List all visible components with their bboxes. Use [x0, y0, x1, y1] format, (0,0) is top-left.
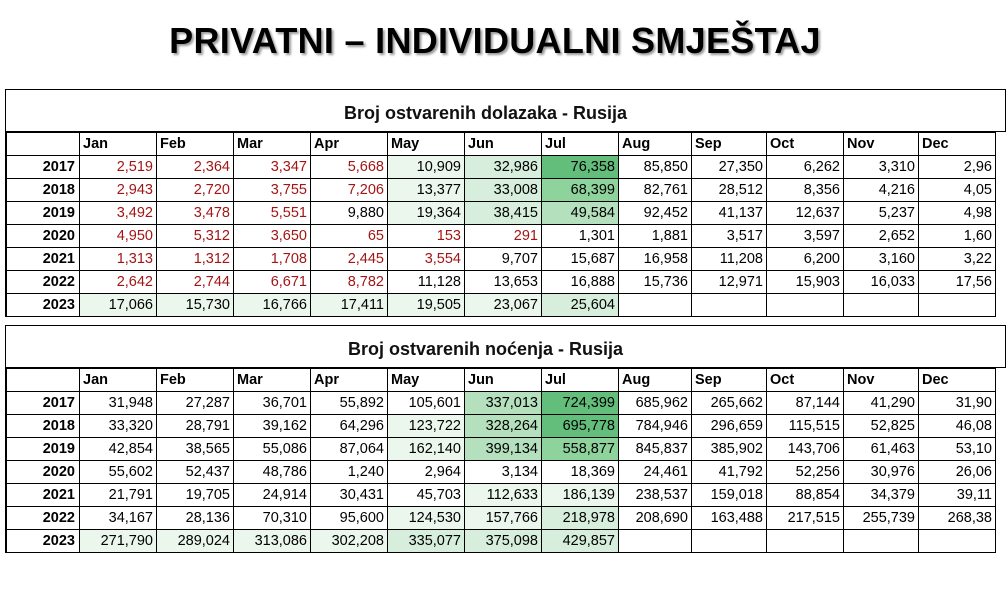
month-header: Feb — [157, 369, 234, 392]
value-cell: 85,850 — [619, 156, 692, 179]
value-cell: 68,399 — [542, 179, 619, 202]
value-cell: 695,778 — [542, 415, 619, 438]
value-cell: 46,08 — [919, 415, 996, 438]
value-cell: 159,018 — [692, 484, 767, 507]
value-cell: 337,013 — [465, 392, 542, 415]
year-label: 2020 — [7, 225, 80, 248]
value-cell: 3,478 — [157, 202, 234, 225]
month-header: Oct — [767, 369, 844, 392]
value-cell: 52,825 — [844, 415, 919, 438]
value-cell: 11,128 — [388, 271, 465, 294]
value-cell: 36,701 — [234, 392, 311, 415]
value-cell: 313,086 — [234, 530, 311, 553]
table-row — [7, 415, 996, 438]
value-cell: 1,60 — [919, 225, 996, 248]
page-title: PRIVATNI – INDIVIDUALNI SMJEŠTAJ — [169, 20, 821, 61]
table-row — [7, 248, 996, 271]
year-label: 2021 — [7, 484, 80, 507]
value-cell: 33,008 — [465, 179, 542, 202]
nights-table — [6, 368, 996, 553]
value-cell: 34,167 — [80, 507, 157, 530]
value-cell: 64,296 — [311, 415, 388, 438]
value-cell: 4,98 — [919, 202, 996, 225]
value-cell: 2,964 — [388, 461, 465, 484]
month-header: Oct — [767, 133, 844, 156]
value-cell: 42,854 — [80, 438, 157, 461]
value-cell: 52,256 — [767, 461, 844, 484]
value-cell: 12,971 — [692, 271, 767, 294]
value-cell: 3,22 — [919, 248, 996, 271]
value-cell: 32,986 — [465, 156, 542, 179]
value-cell: 39,11 — [919, 484, 996, 507]
value-cell: 289,024 — [157, 530, 234, 553]
year-label: 2020 — [7, 461, 80, 484]
value-cell: 88,854 — [767, 484, 844, 507]
table-row — [7, 484, 996, 507]
value-cell: 291 — [465, 225, 542, 248]
value-cell: 19,364 — [388, 202, 465, 225]
value-cell: 31,90 — [919, 392, 996, 415]
value-cell: 7,206 — [311, 179, 388, 202]
value-cell: 3,310 — [844, 156, 919, 179]
value-cell: 238,537 — [619, 484, 692, 507]
table-row — [7, 156, 996, 179]
value-cell: 28,136 — [157, 507, 234, 530]
value-cell: 375,098 — [465, 530, 542, 553]
value-cell: 31,948 — [80, 392, 157, 415]
value-cell: 13,653 — [465, 271, 542, 294]
value-cell: 30,431 — [311, 484, 388, 507]
nights-table-title: Broj ostvarenih noćenja - Rusija — [6, 326, 1006, 368]
value-cell: 41,137 — [692, 202, 767, 225]
header-row — [7, 369, 996, 392]
value-cell: 2,364 — [157, 156, 234, 179]
month-header: Nov — [844, 369, 919, 392]
value-cell: 9,707 — [465, 248, 542, 271]
value-cell: 27,287 — [157, 392, 234, 415]
table-row — [7, 461, 996, 484]
value-cell: 17,411 — [311, 294, 388, 317]
value-cell: 82,761 — [619, 179, 692, 202]
value-cell: 38,565 — [157, 438, 234, 461]
value-cell: 41,792 — [692, 461, 767, 484]
value-cell: 28,791 — [157, 415, 234, 438]
arrivals-table — [6, 132, 996, 317]
value-cell: 115,515 — [767, 415, 844, 438]
value-cell: 162,140 — [388, 438, 465, 461]
value-cell: 15,903 — [767, 271, 844, 294]
value-cell: 3,650 — [234, 225, 311, 248]
value-cell: 8,356 — [767, 179, 844, 202]
table-row — [7, 294, 996, 317]
value-cell: 24,914 — [234, 484, 311, 507]
value-cell: 9,880 — [311, 202, 388, 225]
value-cell: 21,791 — [80, 484, 157, 507]
value-cell: 2,445 — [311, 248, 388, 271]
value-cell: 5,312 — [157, 225, 234, 248]
value-cell: 558,877 — [542, 438, 619, 461]
table-row — [7, 179, 996, 202]
value-cell: 6,671 — [234, 271, 311, 294]
value-cell: 61,463 — [844, 438, 919, 461]
value-cell: 208,690 — [619, 507, 692, 530]
value-cell: 95,600 — [311, 507, 388, 530]
value-cell: 296,659 — [692, 415, 767, 438]
value-cell: 3,134 — [465, 461, 542, 484]
value-cell: 217,515 — [767, 507, 844, 530]
value-cell: 4,05 — [919, 179, 996, 202]
value-cell: 45,703 — [388, 484, 465, 507]
year-label: 2019 — [7, 202, 80, 225]
value-cell: 1,240 — [311, 461, 388, 484]
value-cell — [844, 294, 919, 317]
value-cell: 255,739 — [844, 507, 919, 530]
value-cell: 15,687 — [542, 248, 619, 271]
value-cell: 268,38 — [919, 507, 996, 530]
value-cell: 52,437 — [157, 461, 234, 484]
value-cell: 3,160 — [844, 248, 919, 271]
value-cell: 55,892 — [311, 392, 388, 415]
month-header: Mar — [234, 133, 311, 156]
value-cell: 27,350 — [692, 156, 767, 179]
value-cell: 6,200 — [767, 248, 844, 271]
table-row — [7, 438, 996, 461]
value-cell: 30,976 — [844, 461, 919, 484]
value-cell: 335,077 — [388, 530, 465, 553]
value-cell: 3,554 — [388, 248, 465, 271]
value-cell: 186,139 — [542, 484, 619, 507]
value-cell: 87,144 — [767, 392, 844, 415]
value-cell: 16,766 — [234, 294, 311, 317]
month-header: May — [388, 369, 465, 392]
value-cell: 70,310 — [234, 507, 311, 530]
value-cell — [619, 530, 692, 553]
value-cell: 5,237 — [844, 202, 919, 225]
value-cell: 123,722 — [388, 415, 465, 438]
month-header: Apr — [311, 369, 388, 392]
value-cell: 8,782 — [311, 271, 388, 294]
value-cell: 23,067 — [465, 294, 542, 317]
value-cell — [767, 294, 844, 317]
value-cell: 2,519 — [80, 156, 157, 179]
value-cell: 218,978 — [542, 507, 619, 530]
value-cell: 157,766 — [465, 507, 542, 530]
table-row — [7, 225, 996, 248]
value-cell: 18,369 — [542, 461, 619, 484]
value-cell: 3,597 — [767, 225, 844, 248]
value-cell: 17,066 — [80, 294, 157, 317]
table-row — [7, 202, 996, 225]
value-cell: 38,415 — [465, 202, 542, 225]
value-cell: 10,909 — [388, 156, 465, 179]
month-header: Nov — [844, 133, 919, 156]
value-cell: 271,790 — [80, 530, 157, 553]
nights-table-block — [5, 325, 1006, 553]
value-cell: 1,301 — [542, 225, 619, 248]
value-cell: 105,601 — [388, 392, 465, 415]
value-cell: 1,312 — [157, 248, 234, 271]
value-cell: 55,602 — [80, 461, 157, 484]
value-cell: 17,56 — [919, 271, 996, 294]
month-header: Jun — [465, 369, 542, 392]
table-row — [7, 392, 996, 415]
value-cell — [692, 530, 767, 553]
value-cell: 33,320 — [80, 415, 157, 438]
month-header: Sep — [692, 133, 767, 156]
corner-cell — [7, 369, 80, 392]
month-header: Dec — [919, 369, 996, 392]
month-header: Dec — [919, 133, 996, 156]
value-cell: 2,642 — [80, 271, 157, 294]
value-cell: 41,290 — [844, 392, 919, 415]
value-cell: 685,962 — [619, 392, 692, 415]
value-cell: 6,262 — [767, 156, 844, 179]
value-cell: 429,857 — [542, 530, 619, 553]
value-cell: 48,786 — [234, 461, 311, 484]
year-label: 2021 — [7, 248, 80, 271]
value-cell: 302,208 — [311, 530, 388, 553]
value-cell: 153 — [388, 225, 465, 248]
month-header: Jul — [542, 369, 619, 392]
value-cell: 3,492 — [80, 202, 157, 225]
value-cell: 385,902 — [692, 438, 767, 461]
value-cell: 39,162 — [234, 415, 311, 438]
year-label: 2018 — [7, 415, 80, 438]
arrivals-table-title: Broj ostvarenih dolazaka - Rusija — [6, 90, 1006, 132]
value-cell: 143,706 — [767, 438, 844, 461]
month-header: Aug — [619, 369, 692, 392]
value-cell: 53,10 — [919, 438, 996, 461]
value-cell: 1,708 — [234, 248, 311, 271]
year-label: 2023 — [7, 530, 80, 553]
year-label: 2019 — [7, 438, 80, 461]
value-cell: 724,399 — [542, 392, 619, 415]
value-cell: 4,950 — [80, 225, 157, 248]
value-cell: 26,06 — [919, 461, 996, 484]
value-cell: 2,96 — [919, 156, 996, 179]
value-cell: 2,744 — [157, 271, 234, 294]
month-header: Apr — [311, 133, 388, 156]
value-cell — [844, 530, 919, 553]
year-label: 2022 — [7, 271, 80, 294]
year-label: 2022 — [7, 507, 80, 530]
value-cell: 19,705 — [157, 484, 234, 507]
value-cell: 3,755 — [234, 179, 311, 202]
value-cell: 1,881 — [619, 225, 692, 248]
value-cell: 15,736 — [619, 271, 692, 294]
table-row — [7, 530, 996, 553]
value-cell: 845,837 — [619, 438, 692, 461]
value-cell: 328,264 — [465, 415, 542, 438]
value-cell: 11,208 — [692, 248, 767, 271]
month-header: Sep — [692, 369, 767, 392]
value-cell: 3,347 — [234, 156, 311, 179]
table-row — [7, 507, 996, 530]
value-cell — [767, 530, 844, 553]
month-header: Jun — [465, 133, 542, 156]
year-label: 2017 — [7, 156, 80, 179]
value-cell: 5,668 — [311, 156, 388, 179]
header-row — [7, 133, 996, 156]
value-cell: 124,530 — [388, 507, 465, 530]
month-header: Jan — [80, 133, 157, 156]
value-cell: 92,452 — [619, 202, 692, 225]
month-header: Feb — [157, 133, 234, 156]
value-cell: 28,512 — [692, 179, 767, 202]
month-header: May — [388, 133, 465, 156]
value-cell: 2,652 — [844, 225, 919, 248]
value-cell — [919, 294, 996, 317]
year-label: 2018 — [7, 179, 80, 202]
value-cell: 65 — [311, 225, 388, 248]
value-cell — [692, 294, 767, 317]
value-cell: 784,946 — [619, 415, 692, 438]
value-cell: 112,633 — [465, 484, 542, 507]
value-cell: 5,551 — [234, 202, 311, 225]
corner-cell — [7, 133, 80, 156]
value-cell — [619, 294, 692, 317]
year-label: 2017 — [7, 392, 80, 415]
value-cell: 55,086 — [234, 438, 311, 461]
value-cell: 25,604 — [542, 294, 619, 317]
value-cell — [919, 530, 996, 553]
value-cell: 4,216 — [844, 179, 919, 202]
month-header: Mar — [234, 369, 311, 392]
value-cell: 16,033 — [844, 271, 919, 294]
value-cell: 12,637 — [767, 202, 844, 225]
value-cell: 16,958 — [619, 248, 692, 271]
month-header: Aug — [619, 133, 692, 156]
value-cell: 15,730 — [157, 294, 234, 317]
value-cell: 3,517 — [692, 225, 767, 248]
table-row — [7, 271, 996, 294]
value-cell: 399,134 — [465, 438, 542, 461]
value-cell: 76,358 — [542, 156, 619, 179]
month-header: Jul — [542, 133, 619, 156]
value-cell: 19,505 — [388, 294, 465, 317]
value-cell: 87,064 — [311, 438, 388, 461]
arrivals-table-block — [5, 89, 1006, 317]
value-cell: 49,584 — [542, 202, 619, 225]
value-cell: 16,888 — [542, 271, 619, 294]
value-cell: 163,488 — [692, 507, 767, 530]
value-cell: 265,662 — [692, 392, 767, 415]
value-cell: 1,313 — [80, 248, 157, 271]
value-cell: 2,943 — [80, 179, 157, 202]
value-cell: 13,377 — [388, 179, 465, 202]
value-cell: 34,379 — [844, 484, 919, 507]
year-label: 2023 — [7, 294, 80, 317]
value-cell: 24,461 — [619, 461, 692, 484]
month-header: Jan — [80, 369, 157, 392]
value-cell: 2,720 — [157, 179, 234, 202]
